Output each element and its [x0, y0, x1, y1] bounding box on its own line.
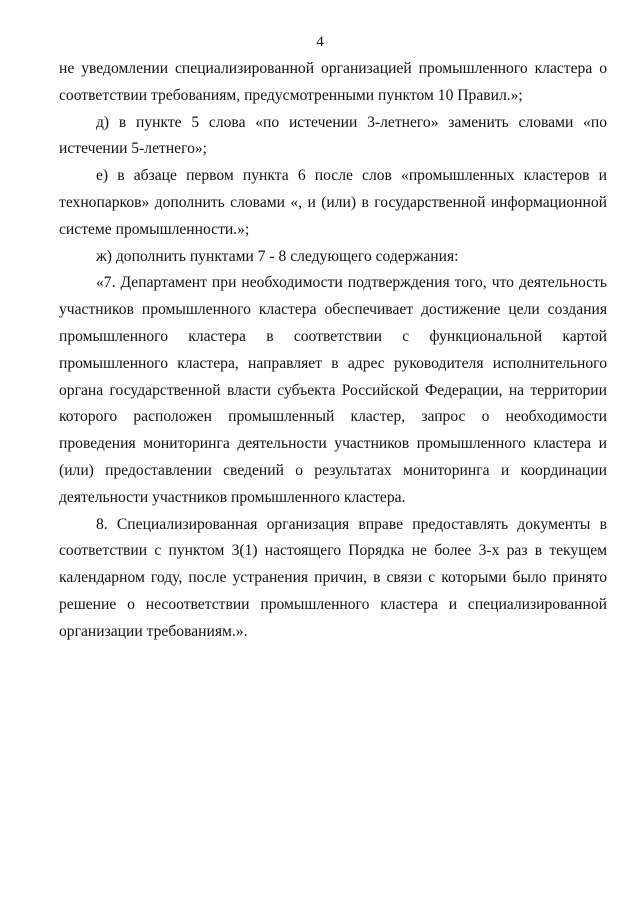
paragraph-item-zh: ж) дополнить пунктами 7 - 8 следующего содержания: [96, 247, 459, 265]
paragraph-point-7: «7. Департамент при необходимости подтверждения того, что деятельность участников промышленного кластера обеспечивает достижение цели создания промышленного кластера в соответствии с функциональной картой промышленного кластера, направляет в адрес руководителя исполнительного органа государственной власти субъекта Российской Федерации, на территории которого расположен промышленный кластер, запрос о необходимости проведения мониторинга деятельности участников промышленного кластера и (или) предоставлении сведений о результатах мониторинга и координации деятельности участников промышленного кластера. [59, 274, 607, 506]
paragraph-item-d: д) в пункте 5 слова «по истечении 3-летнего» заменить словами «по истечении 5-летнего»; [59, 113, 607, 158]
paragraph-item-e: е) в абзаце первом пункта 6 после слов «промышленных кластеров и технопарков» дополнить словами «, и (или) в государственной информационной системе промышленности.»; [59, 167, 607, 238]
document-body [59, 56, 607, 646]
page-number: 4 [316, 34, 324, 50]
paragraph-point-8: 8. Специализированная организация вправе предоставлять документы в соответствии с пунктом 3(1) настоящего Порядка не более 3-х раз в текущем календарном году, после устранения причин, в связи с которыми было принято решение о несоответствии промышленного кластера и специализированной организации требованиям.». [59, 515, 607, 640]
paragraph-continuation: не уведомлении специализированной организацией промышленного кластера о соответствии требованиям, предусмотренными пунктом 10 Правил.»; [59, 60, 607, 104]
